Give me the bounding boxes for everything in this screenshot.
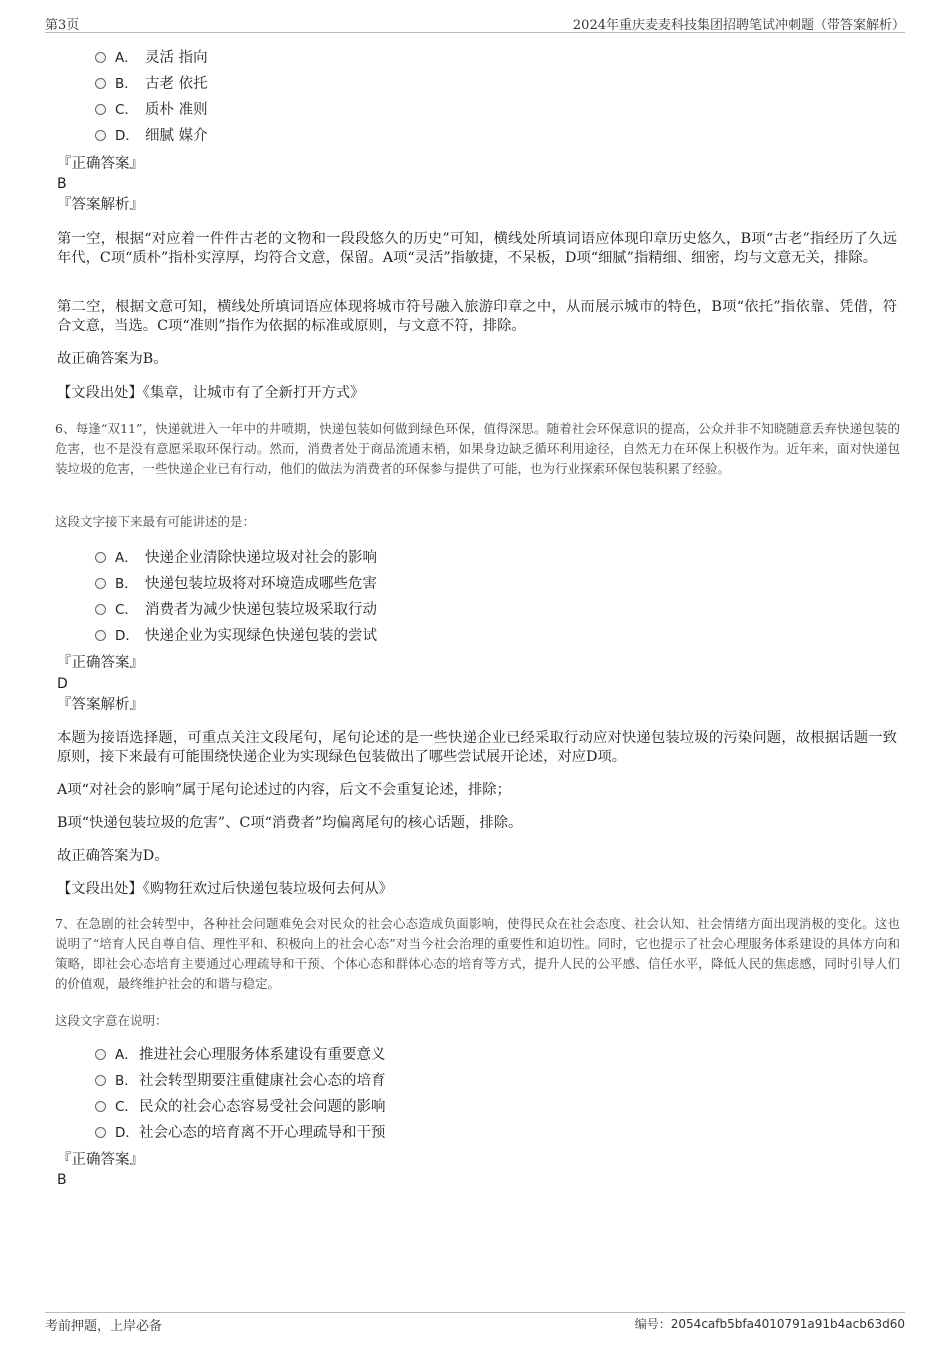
radio-icon[interactable] [95,552,106,563]
page-footer [45,1312,905,1334]
page-header [45,10,905,33]
analysis-conclusion: 故正确答案为B。 [57,351,168,367]
analysis-paragraph: 第一空，根据“对应着一件件古老的文物和一段段悠久的历史”可知，横线处所填词语应体现印章历史悠久，B项“古老”指经历了久远年代，C项“质朴”指朴实淳厚，均符合文意，保留。A项“灵活”指敏捷，不呆板，D项“细腻”指精细、细密，均与文意无关，排除。 [57,231,897,266]
analysis-paragraph: 本题为接语选择题，可重点关注文段尾句，尾句论述的是一些快递企业已经采取行动应对快递包装垃圾的污染问题，故根据话题一致原则，接下来最有可能围绕快递企业为实现绿色包装做出了哪些尝试展开论述，对应D项。 [57,730,897,765]
document-title: 2024年重庆麦麦科技集团招聘笔试冲刺题（带答案解析） [572,18,905,33]
answer-label: 『正确答案』 [57,1152,144,1168]
question-stem: 6、每逢“双11”，快递就进入一年中的井喷期，快递包装如何做到绿色环保，值得深思。随着社会环保意识的提高，公众并非不知晓随意丢弃快递包装的危害，也不是没有意愿采取环保行动。然而，消费者处于商品流通末梢，如果身边缺乏循环利用途径，自然无力在环保上积极作为。近年来，面对快递包装垃圾的危害，一些快递企业已有行动，他们的做法为消费者的环保参与提供了可能，也为行业探索环保包装积累了经验。 [55,421,900,476]
radio-icon[interactable] [95,1127,106,1138]
radio-icon[interactable] [95,104,106,115]
analysis-paragraph: A项“对社会的影响”属于尾句论述过的内容，后文不会重复论述，排除； [57,782,511,798]
source-citation: 【文段出处】《购物狂欢过后快递包装垃圾何去何从》 [57,881,393,897]
answer-value: B [57,1172,67,1188]
q7-option-a[interactable]: A．推进社会心理服务体系建设有重要意义 [95,1045,386,1065]
radio-icon[interactable] [95,1049,106,1060]
question-prompt: 这段文字接下来最有可能讲述的是： [55,514,256,529]
q5-option-a[interactable]: A． 灵活 指向 [95,48,208,68]
analysis-paragraph: B项“快递包装垃圾的危害”、C项“消费者”均偏离尾句的核心话题，排除。 [57,815,523,831]
q6-option-c[interactable]: C． 消费者为减少快递包装垃圾采取行动 [95,600,377,620]
radio-icon[interactable] [95,630,106,641]
analysis-paragraph: 第二空，根据文意可知，横线处所填词语应体现将城市符号融入旅游印章之中，从而展示城市的特色，B项“依托”指依靠、凭借，符合文意，当选。C项“准则”指作为依据的标准或原则，与文意不符，排除。 [57,299,897,334]
analysis-conclusion: 故正确答案为D。 [57,848,169,864]
source-citation: 【文段出处】《集章，让城市有了全新打开方式》 [57,385,365,401]
q6-option-b[interactable]: B． 快递包装垃圾将对环境造成哪些危害 [95,574,377,594]
answer-label: 『正确答案』 [57,655,144,671]
radio-icon[interactable] [95,578,106,589]
q7-option-b[interactable]: B．社会转型期要注重健康社会心态的培育 [95,1071,386,1091]
page-number: 第3页 [45,18,80,33]
analysis-label: 『答案解析』 [57,697,144,713]
answer-label: 『正确答案』 [57,156,144,172]
q7-option-d[interactable]: D．社会心态的培育离不开心理疏导和干预 [95,1123,386,1143]
radio-icon[interactable] [95,604,106,615]
answer-value: D [57,676,68,692]
radio-icon[interactable] [95,130,106,141]
analysis-label: 『答案解析』 [57,197,144,213]
question-prompt: 这段文字意在说明： [55,1013,168,1028]
radio-icon[interactable] [95,52,106,63]
q5-option-d[interactable]: D． 细腻 媒介 [95,126,208,146]
q7-option-c[interactable]: C．民众的社会心态容易受社会问题的影响 [95,1097,386,1117]
answer-value: B [57,176,67,192]
radio-icon[interactable] [95,78,106,89]
q5-option-b[interactable]: B． 古老 依托 [95,74,208,94]
document-code: 编号：2054cafb5bfa4010791a91b4acb63d60 [634,1317,905,1331]
radio-icon[interactable] [95,1101,106,1112]
question-stem: 7、在急剧的社会转型中，各种社会问题难免会对民众的社会心态造成负面影响，使得民众在社会态度、社会认知、社会情绪方面出现消极的变化。这也说明了“培育人民自尊自信、理性平和、积极向上的社会心态”对当今社会治理的重要性和迫切性。同时，它也提示了社会心理服务体系建设的具体方向和策略，即社会心态培育主要通过心理疏导和干预、个体心态和群体心态的培育等方式，提升人民的公平感、信任水平，降低人民的焦虑感，同时引导人们的价值观，最终维护社会的和谐与稳定。 [55,916,900,991]
radio-icon[interactable] [95,1075,106,1086]
footer-slogan: 考前押题，上岸必备 [45,1319,163,1334]
q6-option-a[interactable]: A． 快递企业清除快递垃圾对社会的影响 [95,548,377,568]
q5-option-c[interactable]: C． 质朴 准则 [95,100,208,120]
q6-option-d[interactable]: D． 快递企业为实现绿色快递包装的尝试 [95,626,377,646]
